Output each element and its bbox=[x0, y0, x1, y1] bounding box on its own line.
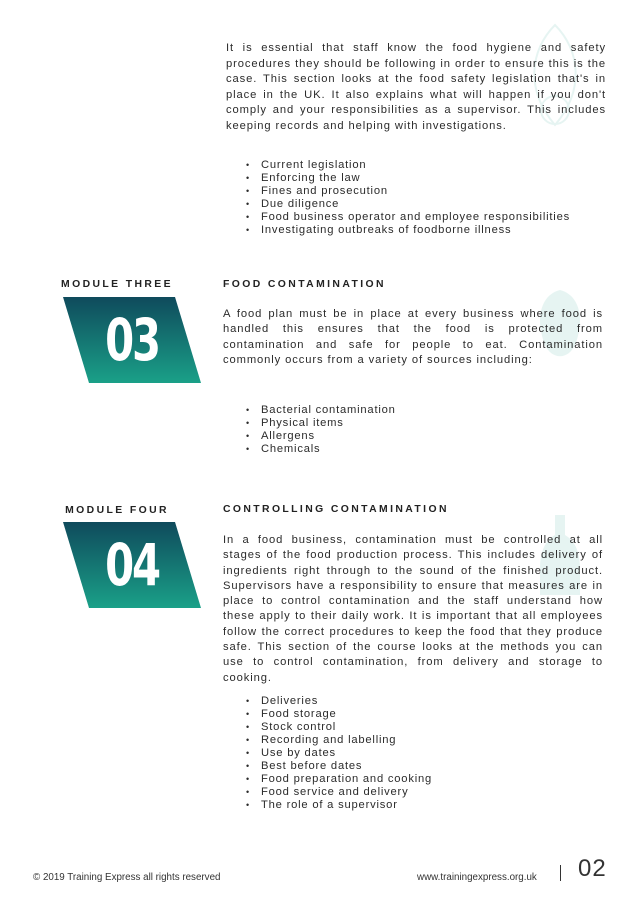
list-item: • Enforcing the law bbox=[246, 172, 626, 185]
list-item: • Best before dates bbox=[246, 760, 626, 773]
list-item: • Food service and delivery bbox=[246, 786, 626, 799]
list-item: • Investigating outbreaks of foodborne illness bbox=[246, 224, 626, 237]
list-item: • Food preparation and cooking bbox=[246, 773, 626, 786]
list-item: • Use by dates bbox=[246, 747, 626, 760]
module-three-badge bbox=[63, 297, 201, 383]
module-four-bullet-list bbox=[246, 695, 626, 812]
list-item: • Stock control bbox=[246, 721, 626, 734]
module-four-number: 04 bbox=[105, 531, 159, 599]
list-item: • Deliveries bbox=[246, 695, 626, 708]
list-item: • The role of a supervisor bbox=[246, 799, 626, 812]
module-four-title: CONTROLLING CONTAMINATION bbox=[223, 504, 449, 515]
list-item: • Current legislation bbox=[246, 159, 626, 172]
footer-copyright: © 2019 Training Express all rights reserved bbox=[33, 872, 221, 883]
list-item: • Physical items bbox=[246, 417, 626, 430]
module-three-paragraph: A food plan must be in place at every business where food is handled this ensures that the food is protected from contamination and safe for people to eat. Contamination commonly occurs from a variety of sources including: bbox=[223, 308, 603, 366]
list-item: • Chemicals bbox=[246, 443, 626, 456]
intro-paragraph: It is essential that staff know the food hygiene and safety procedures they should be following in order to ensure this is the case. This section looks at the food safety legislation that's in place in the UK. It also explains what will happen if you don't comply and your responsibilities as a supervisor. This includes keeping records and helping with investigations. bbox=[226, 42, 606, 132]
module-four-badge bbox=[63, 522, 201, 608]
list-item: • Due diligence bbox=[246, 198, 626, 211]
list-item: • Bacterial contamination bbox=[246, 404, 626, 417]
module-three-title: FOOD CONTAMINATION bbox=[223, 279, 386, 290]
module-three-label: MODULE THREE bbox=[61, 279, 173, 290]
list-item: • Food business operator and employee responsibilities bbox=[246, 211, 626, 224]
module-four-label: MODULE FOUR bbox=[65, 505, 169, 516]
module-four-paragraph: In a food business, contamination must be controlled at all stages of the food production process. This includes delivery of ingredients right through to the sound of the finished product. Supervisors have a responsibility to ensure that measures are in place to control contamination and the staff understand how these apply to their daily work. It is important that all employees follow the correct procedures to keep the food that they produce safe. This section of the course looks at the methods you can use to control contamination, from delivery and storage to cooking. bbox=[223, 534, 603, 684]
module-three-number: 03 bbox=[105, 306, 159, 374]
page-number: 02 bbox=[578, 855, 607, 882]
list-item: • Food storage bbox=[246, 708, 626, 721]
module-three-bullet-list bbox=[246, 404, 626, 456]
list-item: • Allergens bbox=[246, 430, 626, 443]
intro-bullet-list bbox=[246, 159, 626, 237]
list-item: • Recording and labelling bbox=[246, 734, 626, 747]
list-item: • Fines and prosecution bbox=[246, 185, 626, 198]
footer-divider bbox=[560, 865, 561, 881]
footer-website-link[interactable]: www.trainingexpress.org.uk bbox=[417, 872, 537, 883]
